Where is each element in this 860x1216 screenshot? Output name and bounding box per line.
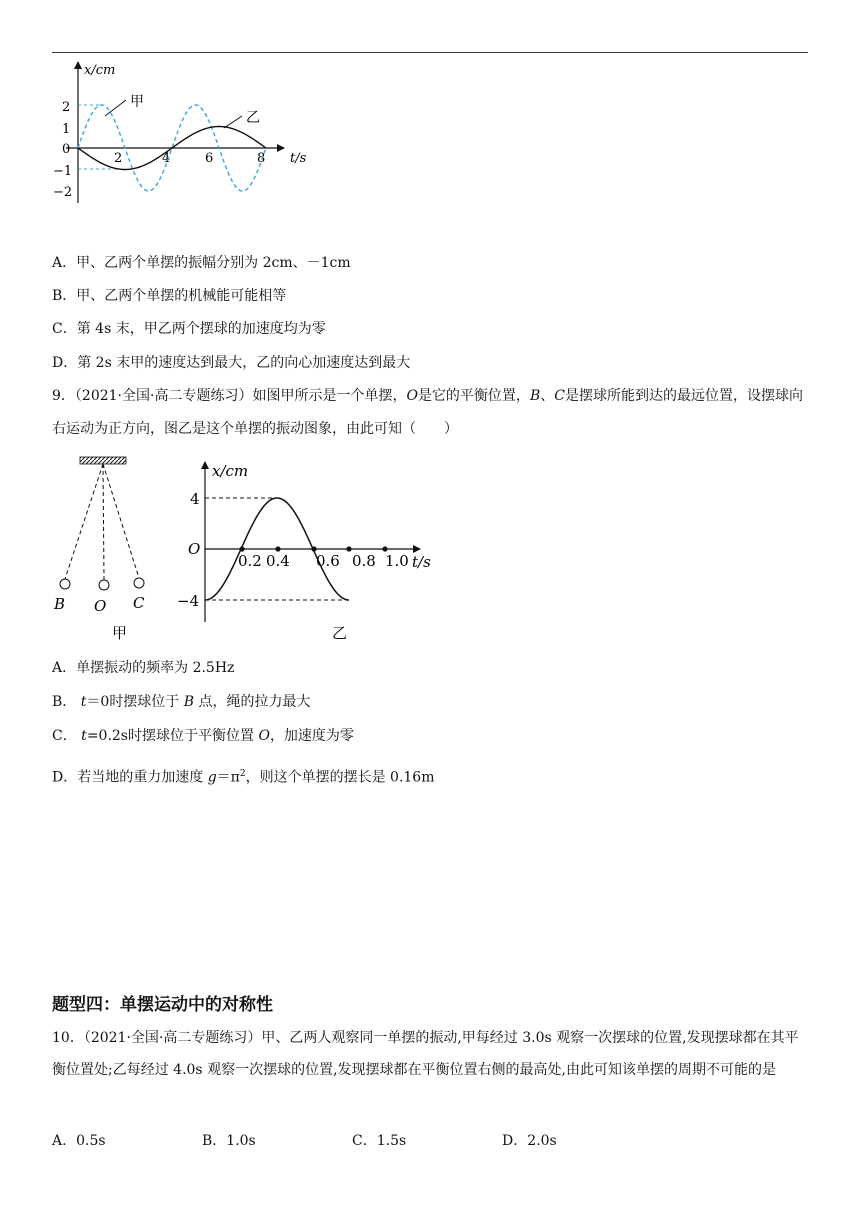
y-tick-neg1: −1	[53, 164, 73, 179]
q10-text: （2021·全国·高二专题练习）甲、乙两人观察同一单摆的振动,甲每经过 3.0s 观察一次摆球的位置,发现摆球都在其平衡位置处;乙每经过 4.0s 观察一次摆球的位置,发现摆球都在平衡位置右侧的最高处,由此可知该单摆的周期不可能的是	[52, 1030, 799, 1078]
x-tick-0.4: 0.4	[266, 552, 290, 570]
q10-option-b[interactable]	[202, 1130, 256, 1150]
var-b: B	[183, 694, 195, 710]
q9-text-a: 如图甲所示是一个单摆，	[252, 388, 407, 404]
q10-option-d[interactable]	[502, 1130, 557, 1150]
x-axis-label: t/s	[290, 151, 307, 166]
q8-option-d[interactable]	[52, 353, 410, 373]
option-text: 1.0s	[226, 1133, 256, 1149]
point-t04	[275, 546, 280, 551]
point-t06	[311, 546, 316, 551]
figure-q8-graph	[52, 58, 372, 208]
option-label: B．	[202, 1133, 227, 1149]
option-mid: 时摆球位于平衡位置	[128, 728, 254, 744]
section-heading: 题型四：单摆运动中的对称性	[52, 995, 273, 1015]
q9-sep: 、	[540, 388, 555, 404]
origin-label: O	[188, 540, 201, 558]
y-tick-4: 4	[190, 490, 200, 508]
option-label: D．	[52, 355, 78, 371]
q9-option-b[interactable]	[52, 692, 311, 712]
option-text: 2.0s	[527, 1133, 557, 1149]
var-t: t	[81, 728, 87, 744]
option-label: C．	[52, 728, 77, 744]
option-label: A．	[52, 255, 77, 271]
x-tick-2: 2	[114, 151, 123, 166]
string-to-c	[103, 464, 139, 578]
q10-option-a[interactable]	[52, 1130, 106, 1150]
x-tick-4: 4	[162, 151, 171, 166]
option-pre: 若当地的重力加速度	[77, 769, 204, 786]
option-rest: ，则这个单摆的摆长是 0.16m	[245, 769, 435, 786]
x-tick-1.0: 1.0	[385, 552, 409, 570]
header-rule	[52, 52, 808, 53]
y-tick-neg2: −2	[53, 185, 73, 200]
option-rest: 点，绳的拉力最大	[198, 694, 311, 710]
option-label: C．	[52, 321, 77, 337]
y-axis-label: x/cm	[212, 462, 249, 480]
q9-stem	[52, 380, 812, 446]
label-o: O	[94, 597, 107, 615]
x-tick-6: 6	[205, 151, 214, 166]
caption-jia: 甲	[112, 624, 128, 642]
y-tick-2: 2	[62, 100, 71, 115]
label-jia: 甲	[130, 94, 144, 110]
option-label: A．	[52, 660, 77, 676]
point-t10	[382, 546, 387, 551]
y-axis-label: x/cm	[84, 63, 116, 78]
q9-text-c: 是摆球所能到达的最远位置，设摆球向右运动为正方向，图乙是这个单摆的振动图象，由此可知（ ）	[52, 388, 803, 437]
string-to-o	[103, 464, 104, 580]
x-tick-0.8: 0.8	[352, 552, 376, 570]
option-eq: =0.2s	[86, 728, 128, 744]
option-text: 第 4s 末，甲乙两个摆球的加速度均为零	[76, 321, 326, 337]
bob-b	[60, 579, 70, 589]
caption-yi: 乙	[332, 624, 348, 642]
option-text: 甲、乙两个单摆的振幅分别为 2cm、－1cm	[76, 255, 351, 271]
figure-q9-graph	[172, 452, 442, 642]
var-o: O	[406, 388, 418, 404]
option-label: B．	[52, 288, 77, 304]
y-tick-0: 0	[62, 142, 71, 157]
string-to-b	[65, 464, 103, 579]
superscript: 2	[239, 769, 246, 779]
q8-option-b[interactable]	[52, 286, 286, 306]
point-t02	[239, 546, 244, 551]
jia-leader-line	[105, 100, 126, 116]
x-tick-8: 8	[257, 151, 266, 166]
option-text: 1.5s	[376, 1133, 407, 1149]
var-g: g	[207, 769, 217, 786]
var-b: B	[529, 388, 541, 404]
var-o: O	[258, 728, 270, 744]
option-eq: ＝0	[86, 694, 110, 710]
x-tick-0.2: 0.2	[238, 552, 262, 570]
bob-c	[134, 578, 144, 588]
yi-leader-line	[224, 116, 242, 128]
q9-option-d[interactable]	[52, 764, 435, 788]
x-tick-0.6: 0.6	[316, 552, 340, 570]
q10-stem	[52, 1022, 812, 1086]
option-label: D．	[502, 1133, 528, 1149]
y-tick-neg4: −4	[177, 592, 200, 610]
label-b: B	[54, 595, 66, 613]
x-axis-label: t/s	[412, 553, 431, 571]
bob-o	[99, 580, 109, 590]
option-label: B．	[52, 694, 77, 710]
q8-option-a[interactable]	[52, 253, 351, 273]
option-text: 甲、乙两个单摆的机械能可能相等	[76, 288, 287, 304]
q10-number: 10．	[52, 1030, 84, 1046]
figure-q9-pendulum	[46, 452, 166, 642]
q10-option-c[interactable]	[352, 1130, 406, 1150]
option-text: 0.5s	[76, 1133, 106, 1149]
point-t08	[346, 546, 351, 551]
label-yi: 乙	[246, 110, 260, 126]
ceiling-support	[80, 457, 126, 464]
option-eq: ＝π	[216, 769, 240, 786]
option-label: A．	[52, 1133, 77, 1149]
q9-source: （2021·全国·高二专题练习）	[74, 388, 253, 404]
q8-option-c[interactable]	[52, 319, 326, 339]
var-t: t	[80, 694, 87, 710]
option-rest: ，加速度为零	[269, 728, 354, 744]
option-text: 单摆振动的频率为 2.5Hz	[76, 660, 235, 676]
q9-number: 9．	[52, 388, 75, 404]
var-c: C	[554, 388, 565, 404]
q9-option-a[interactable]	[52, 658, 234, 678]
option-text: 第 2s 末甲的速度达到最大，乙的向心加速度达到最大	[77, 355, 411, 371]
label-c: C	[133, 594, 145, 612]
option-mid: 时摆球位于	[109, 694, 180, 710]
q9-option-c[interactable]	[52, 726, 354, 746]
y-tick-1: 1	[62, 122, 71, 137]
option-label: C．	[352, 1133, 377, 1149]
option-label: D．	[52, 769, 78, 786]
q9-text-b: 是它的平衡位置，	[417, 388, 530, 404]
